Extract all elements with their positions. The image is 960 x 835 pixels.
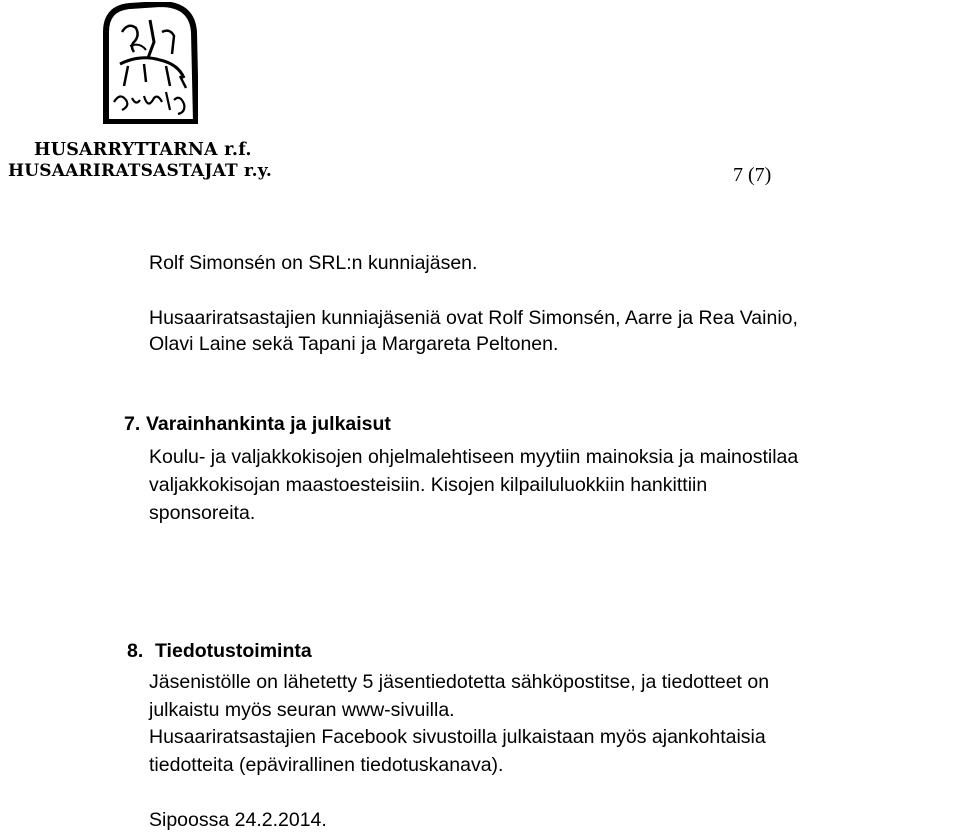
logo-text-finnish: HUSAARIRATSASTAJAT r.y. <box>8 161 272 181</box>
section-8-line: tiedotteita (epävirallinen tiedotuskanava). <box>149 754 504 776</box>
section-7-number: 7. <box>124 413 141 435</box>
paragraph-honorary-member-srl: Rolf Simonsén on SRL:n kunniajäsen. <box>149 252 478 274</box>
hussar-rider-emblem-icon <box>100 2 198 124</box>
section-7-line: sponsoreita. <box>149 502 256 524</box>
closing-place-date: Sipoossa 24.2.2014. <box>149 809 327 831</box>
section-8-line: Husaariratsastajien Facebook sivustoilla julkaistaan myös ajankohtaisia <box>149 726 766 748</box>
section-7-line: valjakkokisojan maastoesteisiin. Kisojen kilpailuluokkiin hankittiin <box>149 474 708 496</box>
section-8-line: Jäsenistölle on lähetetty 5 jäsentiedotetta sähköpostitse, ja tiedotteet on <box>149 671 770 693</box>
logo-text-swedish: HUSARRYTTARNA r.f. <box>34 140 252 160</box>
section-7-line: Koulu- ja valjakkokisojen ohjelmalehtiseen myytiin mainoksia ja mainostilaa <box>149 446 799 468</box>
section-8-title: Tiedotustoiminta <box>155 640 312 662</box>
paragraph-honorary-members-line1: Husaariratsastajien kunniajäseniä ovat Rolf Simonsén, Aarre ja Rea Vainio, <box>149 307 798 329</box>
paragraph-honorary-members-line2: Olavi Laine sekä Tapani ja Margareta Peltonen. <box>149 333 559 355</box>
club-logo <box>0 0 330 190</box>
page-number: 7 (7) <box>733 164 772 186</box>
section-8-number: 8. <box>127 640 144 662</box>
section-8-line: julkaistu myös seuran www-sivuilla. <box>149 699 455 721</box>
section-7-title: Varainhankinta ja julkaisut <box>146 413 391 435</box>
